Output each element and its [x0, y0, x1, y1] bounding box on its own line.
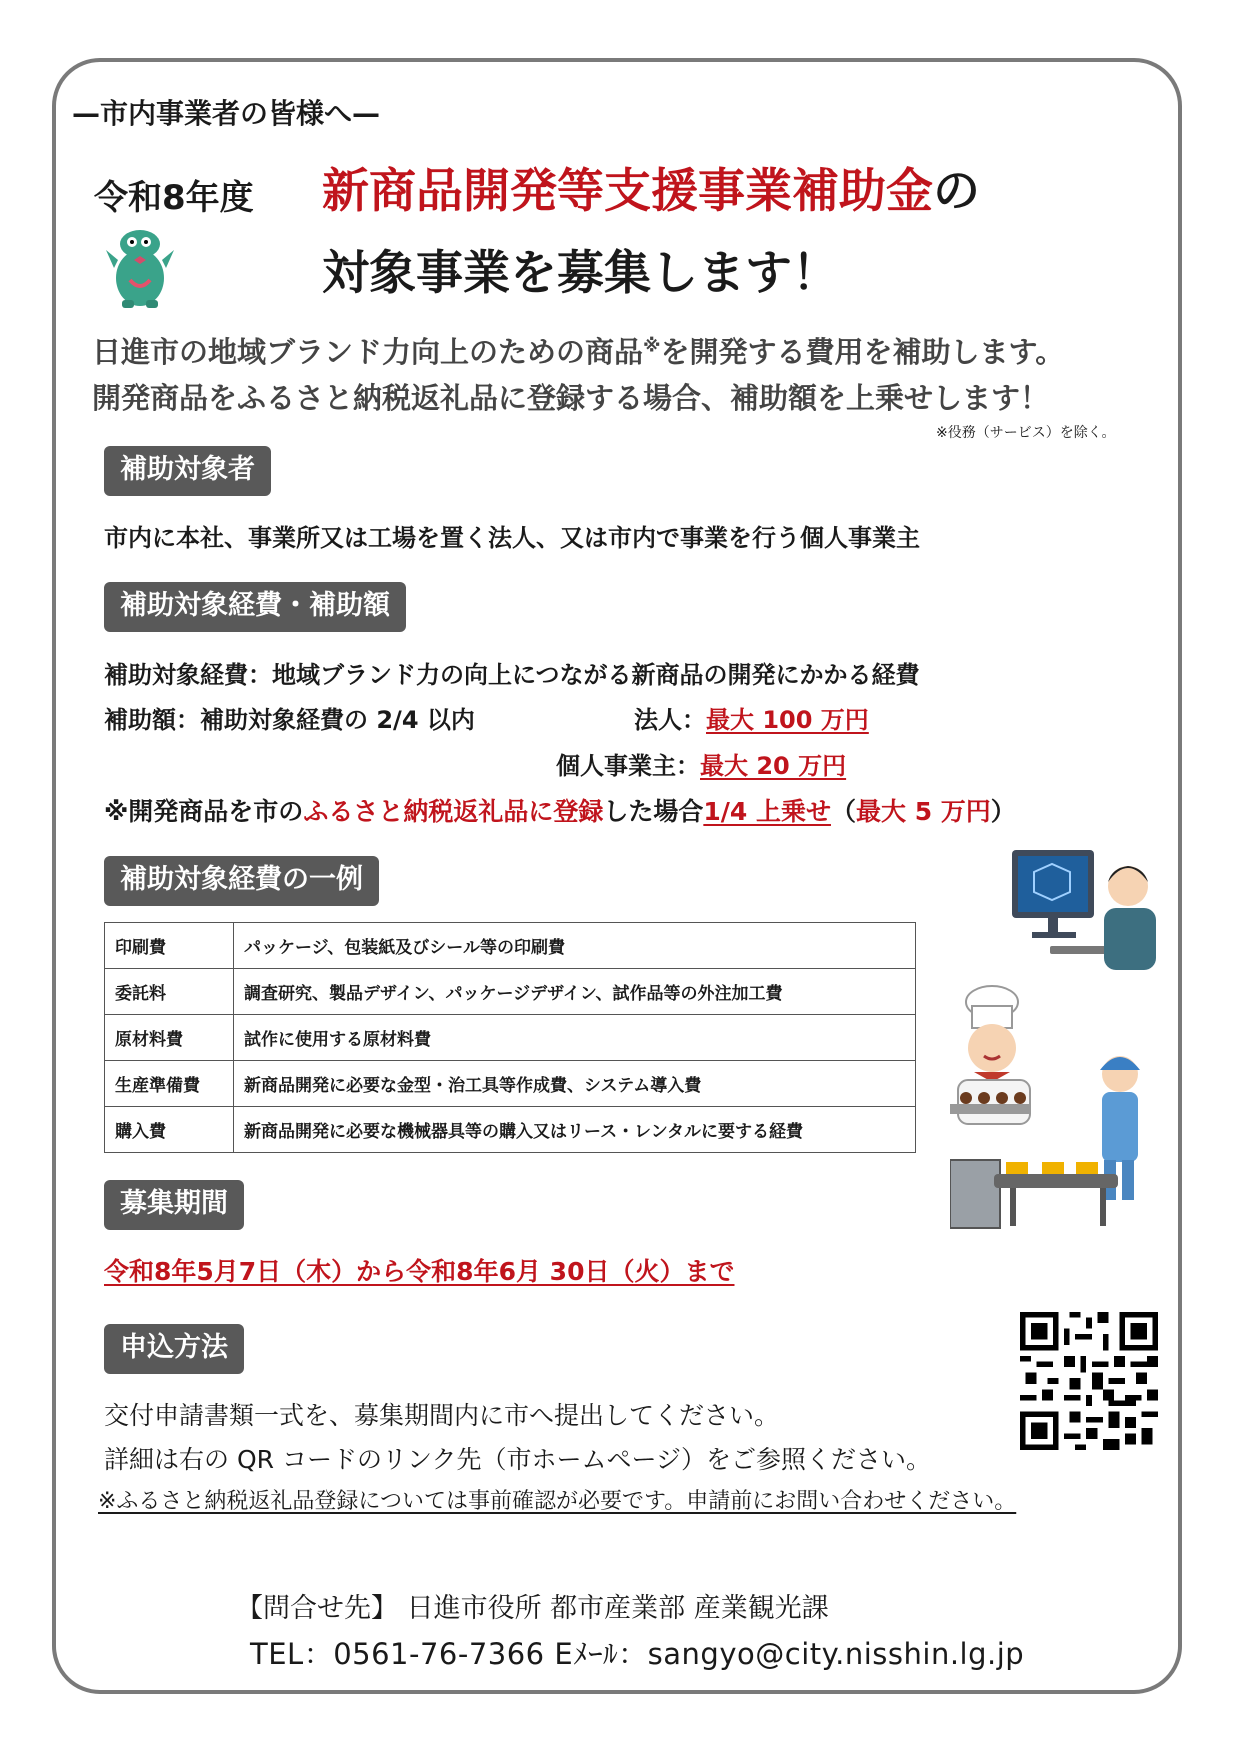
bonus-e: （ — [830, 797, 856, 826]
table-cell-desc: 調査研究、製品デザイン、パッケージデザイン、試作品等の外注加工費 — [234, 969, 916, 1015]
corp-max — [634, 700, 869, 735]
qr-code-icon[interactable] — [1020, 1312, 1158, 1450]
intro-line2: 開発商品をふるさと納税返礼品に登録する場合、補助額を上乗せします！ — [92, 381, 1050, 415]
apply-note: ※ふるさと納税返礼品登録については事前確認が必要です。申請前にお問い合わせください。 — [98, 1489, 1017, 1514]
page-title — [322, 154, 980, 221]
corp-value: 最大 100 万円 — [706, 706, 869, 734]
table-cell-desc: パッケージ、包装紙及びシール等の印刷費 — [234, 923, 916, 969]
title-highlight: 新商品開発等支援事業補助金 — [322, 164, 933, 219]
table-cell-item: 印刷費 — [105, 923, 234, 969]
intro-mark: ※ — [643, 335, 661, 357]
indiv-max — [556, 746, 846, 781]
section-heading-examples: 補助対象経費の一例 — [104, 856, 379, 906]
contact-line2: TEL：0561-76-7366 Eﾒｰﾙ：sangyo@city.nisshin.lg.jp — [250, 1637, 1025, 1671]
table-row — [105, 1107, 916, 1153]
title-suffix: の — [933, 164, 980, 219]
section-heading-eligible: 補助対象者 — [104, 446, 271, 496]
table-cell-item: 生産準備費 — [105, 1061, 234, 1107]
apply-line1: 交付申請書類一式を、募集期間内に市へ提出してください。 — [104, 1401, 780, 1430]
apply-line2: 詳細は右の QR コードのリンク先（市ホームページ）をご参照ください。 — [104, 1445, 931, 1474]
table-row — [105, 1015, 916, 1061]
fiscal-year: 令和8年度 — [94, 178, 254, 218]
bonus-f: 最大 5 万円 — [855, 797, 991, 826]
page-title-line2: 対象事業を募集します！ — [322, 246, 839, 301]
mascot-icon — [100, 228, 178, 310]
table-cell-item: 委託料 — [105, 969, 234, 1015]
intro-note: ※役務（サービス）を除く。 — [936, 425, 1116, 441]
expenses-line2: 補助額：補助対象経費の 2/4 以内 — [104, 706, 475, 734]
table-cell-desc: 新商品開発に必要な金型・治工具等作成費、システム導入費 — [234, 1061, 916, 1107]
period-text: 令和8年5月7日（木）から令和8年6月 30日（火）まで — [104, 1257, 735, 1286]
expenses-line1: 補助対象経費：地域ブランド力の向上につながる新商品の開発にかかる経費 — [104, 661, 920, 689]
contact-line1: 【問合せ先】 日進市役所 都市産業部 産業観光課 — [236, 1593, 829, 1624]
table-row — [105, 923, 916, 969]
factory-worker-icon — [950, 1050, 1150, 1230]
table-row — [105, 1061, 916, 1107]
section-heading-expenses: 補助対象経費・補助額 — [104, 582, 406, 632]
audience-line: —市内事業者の皆様へ— — [72, 97, 381, 130]
table-row — [105, 969, 916, 1015]
section-heading-period: 募集期間 — [104, 1180, 244, 1230]
table-cell-desc: 新商品開発に必要な機械器具等の購入又はリース・レンタルに要する経費 — [234, 1107, 916, 1153]
intro-line1-b: を開発する費用を補助します。 — [660, 335, 1065, 369]
indiv-label: 個人事業主： — [556, 752, 700, 780]
table-cell-desc: 試作に使用する原材料費 — [234, 1015, 916, 1061]
bonus-b: ふるさと納税返礼品に登録 — [303, 797, 604, 826]
bonus-c: した場合 — [603, 797, 704, 826]
bonus-g: ） — [990, 797, 1016, 826]
table-cell-item: 購入費 — [105, 1107, 234, 1153]
bonus-line — [104, 792, 1016, 828]
intro-line1-a: 日進市の地域ブランド力向上のための商品 — [92, 335, 644, 369]
intro-line1 — [92, 330, 1064, 371]
indiv-value: 最大 20 万円 — [700, 752, 847, 780]
bonus-d: 1/4 上乗せ — [703, 797, 831, 826]
bonus-a: ※開発商品を市の — [104, 797, 304, 826]
section-heading-apply: 申込方法 — [104, 1324, 244, 1374]
eligible-text: 市内に本社、事業所又は工場を置く法人、又は市内で事業を行う個人事業主 — [104, 524, 920, 552]
table-cell-item: 原材料費 — [105, 1015, 234, 1061]
examples-table — [104, 922, 916, 1153]
computer-worker-icon — [1010, 846, 1160, 974]
corp-label: 法人： — [634, 706, 706, 734]
